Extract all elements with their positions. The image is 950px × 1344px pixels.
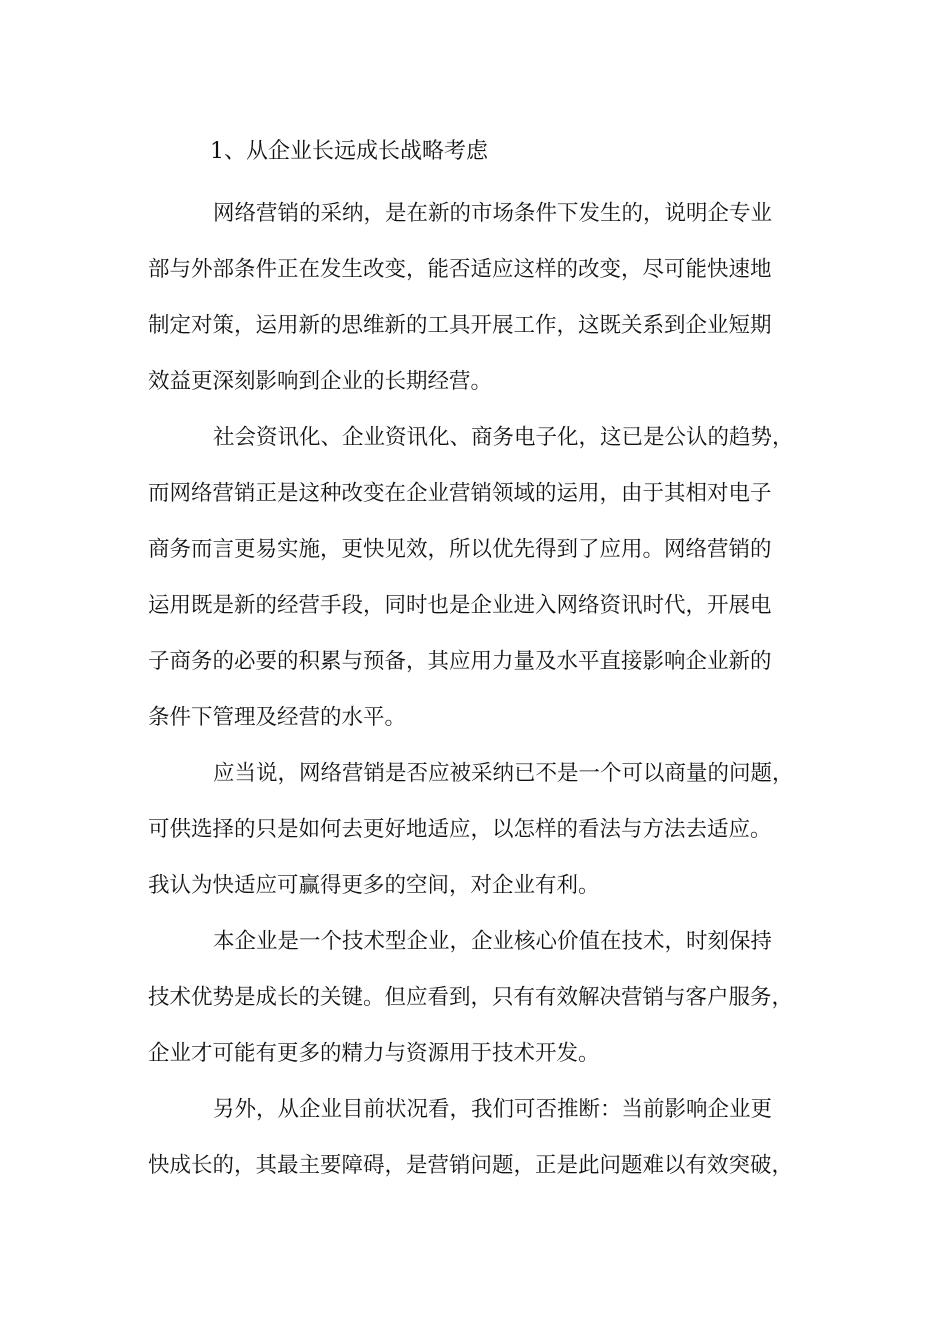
paragraph-2-line-3: 商务而言更易实施，更快见效，所以优先得到了应用。网络营销的: [148, 537, 772, 562]
paragraph-2-line-2: 而网络营销正是这种改变在企业营销领域的运用，由于其相对电子: [148, 481, 772, 506]
paragraph-2-line-1: 社会资讯化、企业资讯化、商务电子化，这已是公认的趋势，: [213, 425, 794, 450]
paragraph-2-line-4: 运用既是新的经营手段，同时也是企业进入网络资讯时代，开展电: [148, 593, 772, 618]
section-heading: 1、从企业长远成长战略考虑: [210, 139, 488, 164]
paragraph-1-line-4: 效益更深刻影响到企业的长期经营。: [148, 369, 493, 394]
paragraph-5-line-2: 快成长的，其最主要障碍，是营销问题，正是此问题难以有效突破，: [148, 1153, 794, 1178]
paragraph-3-line-1: 应当说，网络营销是否应被采纳已不是一个可以商量的问题，: [213, 761, 794, 786]
paragraph-4-line-1: 本企业是一个技术型企业，企业核心价值在技术，时刻保持: [213, 929, 773, 954]
paragraph-1-line-3: 制定对策，运用新的思维新的工具开展工作，这既关系到企业短期: [148, 313, 772, 338]
paragraph-5-line-1: 另外，从企业目前状况看，我们可否推断：当前影响企业更: [213, 1097, 773, 1122]
paragraph-2-line-6: 条件下管理及经营的水平。: [148, 705, 407, 730]
paragraph-3-line-2: 可供选择的只是如何去更好地适应，以怎样的看法与方法去适应。: [148, 817, 772, 842]
paragraph-4-line-3: 企业才可能有更多的精力与资源用于技术开发。: [148, 1041, 600, 1066]
paragraph-4-line-2: 技术优势是成长的关键。但应看到，只有有效解决营销与客户服务，: [148, 985, 794, 1010]
paragraph-3-line-3: 我认为快适应可赢得更多的空间，对企业有利。: [148, 873, 600, 898]
paragraph-1-line-1: 网络营销的采纳，是在新的市场条件下发生的，说明企专业: [213, 201, 773, 226]
paragraph-1-line-2: 部与外部条件正在发生改变，能否适应这样的改变，尽可能快速地: [148, 257, 772, 282]
paragraph-2-line-5: 子商务的必要的积累与预备，其应用力量及水平直接影响企业新的: [148, 649, 772, 674]
